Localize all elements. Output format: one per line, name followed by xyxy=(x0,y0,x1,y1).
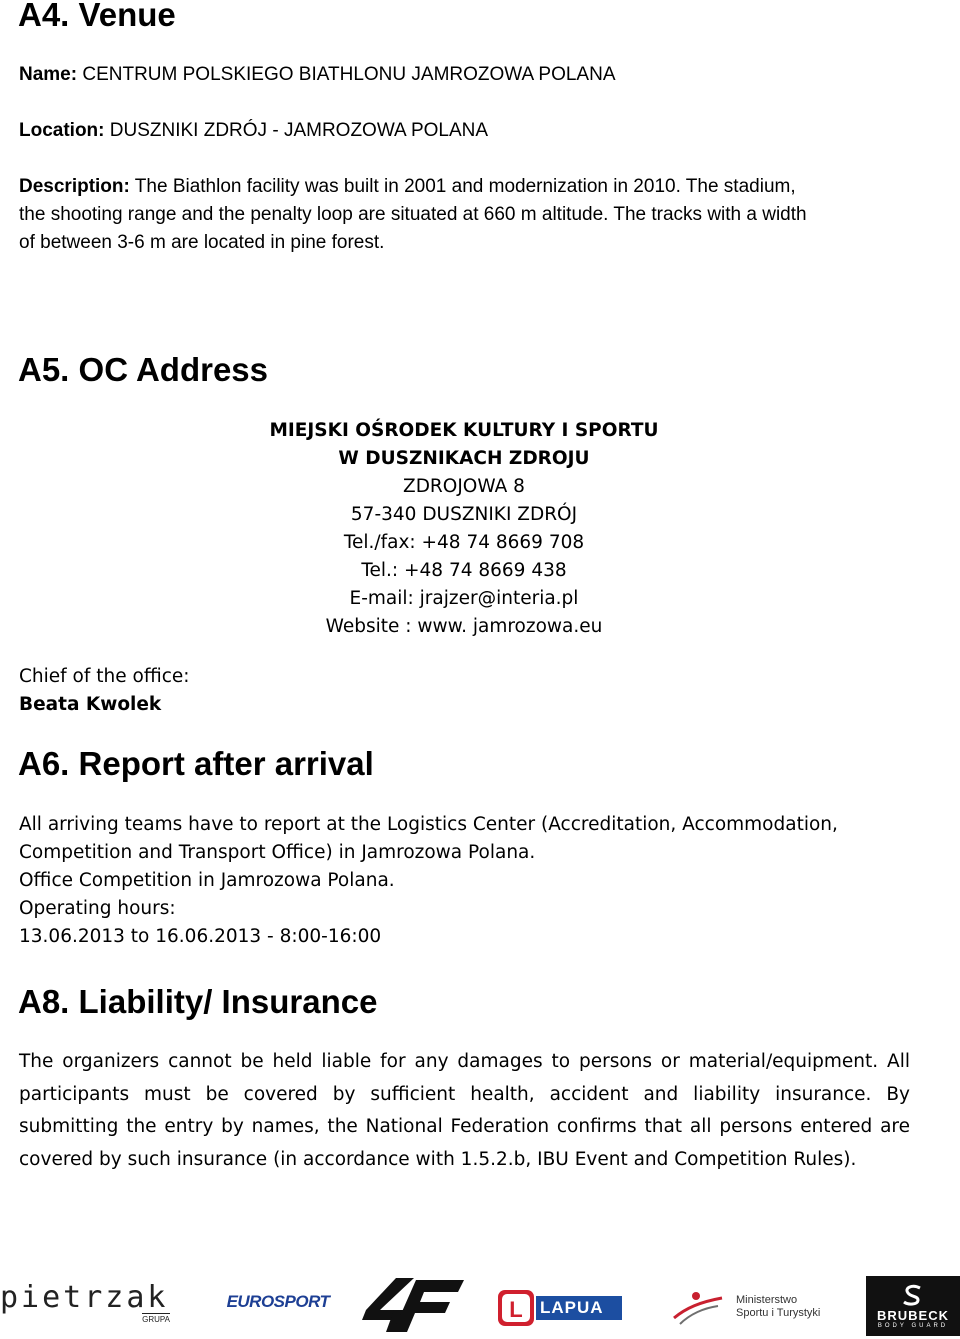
address-telfax: Tel./fax: +48 74 8669 708 xyxy=(343,532,585,553)
section-heading-a8: A8. Liability/ Insurance xyxy=(18,983,378,1020)
venue-name-value: CENTRUM POLSKIEGO BIATHLONU JAMROZOWA POLANA xyxy=(82,64,616,85)
sponsor-logo-strip xyxy=(0,1268,960,1339)
venue-location-label: Location: xyxy=(19,120,105,141)
report-after-arrival-text xyxy=(19,811,949,951)
venue-description xyxy=(19,173,949,257)
section-heading-a4: A4. Venue xyxy=(18,0,176,33)
pietrzak-logo-sub: GRUPA xyxy=(142,1314,170,1324)
eurosport-logo-text: EUROSPORT xyxy=(226,1292,330,1311)
liability-paragraph: The organizers cannot be held liable for any damages to persons or material/equipment. All participants must be covered by sufficient health, accident and liability insurance. By submitting the entry by names, the National Federation confirms that all persons entered are covered by such insurance (in accordance with 1.5.2.b, IBU Event and Competition Rules). xyxy=(19,1051,910,1170)
report-line5: 13.06.2013 to 16.06.2013 - 8:00-16:00 xyxy=(19,926,382,947)
report-line2: Competition and Transport Office) in Jamrozowa Polana. xyxy=(19,842,536,863)
address-street: ZDROJOWA 8 xyxy=(403,476,525,497)
address-org-line1: MIEJSKI OŚRODEK KULTURY I SPORTU xyxy=(269,420,659,441)
fourf-logo xyxy=(358,1276,466,1334)
report-line1: All arriving teams have to report at the Logistics Center (Accreditation, Accommodation, xyxy=(19,814,838,835)
address-org-line2: W DUSZNIKACH ZDROJU xyxy=(338,448,590,469)
ministry-logo xyxy=(670,1284,830,1330)
ministry-line2: Sportu i Turystyki xyxy=(736,1307,821,1319)
svg-text:L: L xyxy=(509,1297,523,1322)
venue-name-label: Name: xyxy=(19,64,78,85)
venue-description-label: Description: xyxy=(19,176,130,197)
venue-location-value: DUSZNIKI ZDRÓJ - JAMROZOWA POLANA xyxy=(109,120,489,141)
chief-of-office xyxy=(19,663,190,719)
brubeck-logo-text: BRUBECK xyxy=(877,1307,949,1323)
lapua-logo xyxy=(498,1290,622,1326)
venue-description-line1: The Biathlon facility was built in 2001 and modernization in 2010. The stadium, xyxy=(134,176,796,197)
report-line3: Office Competition in Jamrozowa Polana. xyxy=(19,870,395,891)
fourf-logo-shape xyxy=(358,1276,466,1334)
ministry-emblem-icon xyxy=(670,1284,726,1330)
pietrzak-logo xyxy=(0,1279,180,1324)
brubeck-emblem-icon xyxy=(898,1284,928,1308)
venue-description-line2: the shooting range and the penalty loop are situated at 660 m altitude. The tracks with a width xyxy=(19,204,807,225)
address-tel: Tel.: +48 74 8669 438 xyxy=(361,560,567,581)
chief-label: Chief of the office: xyxy=(19,666,190,687)
pietrzak-logo-text: pietrzak xyxy=(0,1279,169,1315)
venue-description-line3: of between 3-6 m are located in pine forest. xyxy=(19,232,385,253)
address-city: 57-340 DUSZNIKI ZDRÓJ xyxy=(350,504,578,525)
address-email: E-mail: jrajzer@interia.pl xyxy=(349,588,579,609)
brubeck-logo xyxy=(866,1276,960,1336)
ministry-logo-text xyxy=(736,1294,820,1320)
brubeck-logo-sub: BODY GUARD xyxy=(877,1322,949,1329)
lapua-logo-text: LAPUA xyxy=(540,1298,604,1317)
report-line4: Operating hours: xyxy=(19,898,176,919)
venue-location xyxy=(19,117,488,145)
eurosport-logo xyxy=(228,1290,328,1314)
address-website: Website : www. jamrozowa.eu xyxy=(325,616,603,637)
oc-address-block xyxy=(214,417,714,641)
section-heading-a6: A6. Report after arrival xyxy=(18,745,374,782)
section-heading-a5: A5. OC Address xyxy=(18,351,269,388)
chief-name: Beata Kwolek xyxy=(19,694,162,715)
venue-name xyxy=(19,61,616,89)
ministry-line1: Ministerstwo xyxy=(736,1294,798,1306)
